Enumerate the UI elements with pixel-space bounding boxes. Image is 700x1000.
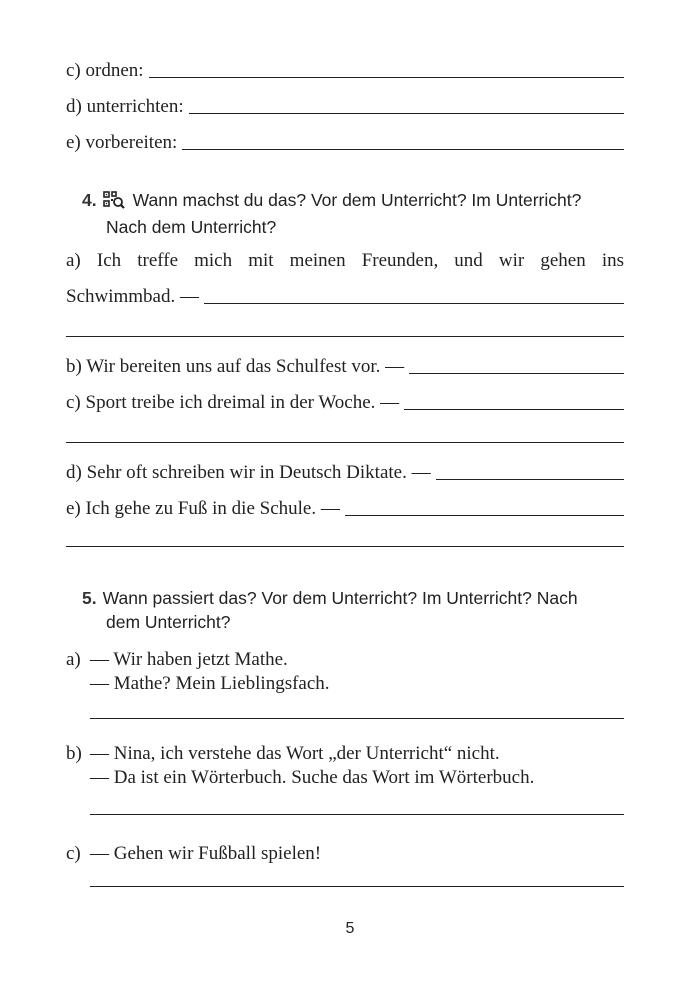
ex4-item-d-text: d) Sehr oft schreiben wir in Deutsch Diktate. — — [66, 462, 431, 483]
answer-line[interactable] — [90, 814, 624, 815]
ex3-item-d-text: d) unterrichten: — [66, 96, 184, 117]
page-number: 5 — [345, 920, 355, 937]
answer-line[interactable] — [409, 373, 624, 374]
ex5-question-line1: Wann passiert das? Vor dem Unterricht? Im Unterricht? Nach — [102, 588, 578, 608]
answer-line[interactable] — [90, 886, 624, 887]
answer-line[interactable] — [404, 409, 624, 410]
ex3-item-c-text: c) ordnen: — [66, 60, 144, 81]
answer-line[interactable] — [345, 515, 624, 516]
ex3-item-e — [66, 132, 624, 154]
answer-line[interactable] — [66, 336, 624, 337]
ex5-a-line1: — Wir haben jetzt Mathe. — [90, 649, 288, 670]
answer-line[interactable] — [436, 479, 624, 480]
ex5-label-a: a) — [66, 649, 81, 670]
ex4-item-b — [66, 356, 624, 378]
ex3-item-c — [66, 60, 624, 82]
answer-line[interactable] — [90, 718, 624, 719]
qr-search-icon — [103, 191, 125, 215]
ex3-item-e-text: e) vorbereiten: — [66, 132, 178, 153]
ex4-item-a-line1: a) Ich treffe mich mit meinen Freunden, und wir gehen ins — [66, 250, 624, 271]
ex4-item-d — [66, 462, 624, 484]
ex5-dialog-c — [66, 842, 321, 866]
ex4-item-e — [66, 498, 624, 520]
ex5-c-line1: — Gehen wir Fußball spielen! — [90, 843, 322, 864]
ex4-item-a — [66, 286, 624, 308]
answer-line[interactable] — [204, 303, 624, 304]
answer-line[interactable] — [66, 442, 624, 443]
ex4-item-c — [66, 392, 624, 414]
answer-line[interactable] — [149, 77, 624, 78]
ex5-number: 5. — [82, 588, 97, 608]
ex5-dialog-b — [66, 742, 534, 790]
ex3-item-d — [66, 96, 624, 118]
ex4-question-line2: Nach dem Unterricht? — [106, 217, 277, 237]
ex4-item-c-text: c) Sport treibe ich dreimal in der Woche. — — [66, 392, 400, 413]
ex5-instruction — [82, 586, 634, 634]
ex4-question-line1: Wann machst du das? Vor dem Unterricht? Im Unterricht? — [132, 190, 582, 210]
answer-line[interactable] — [182, 149, 624, 150]
ex5-a-line2: — Mathe? Mein Lieblingsfach. — [90, 673, 330, 694]
ex4-item-e-text: e) Ich gehe zu Fuß in die Schule. — — [66, 498, 340, 519]
ex4-item-b-text: b) Wir bereiten uns auf das Schulfest vor. — — [66, 356, 405, 377]
ex5-label-c: c) — [66, 843, 81, 864]
ex4-number: 4. — [82, 190, 97, 210]
ex5-label-b: b) — [66, 743, 82, 764]
ex4-instruction — [82, 188, 634, 239]
ex5-dialog-a — [66, 648, 330, 696]
answer-line[interactable] — [66, 546, 624, 547]
ex5-question-line2: dem Unterricht? — [106, 612, 231, 632]
ex5-b-line2: — Da ist ein Wörterbuch. Suche das Wort im Wörterbuch. — [90, 767, 535, 788]
ex4-item-a-line2: Schwimmbad. — — [66, 286, 199, 307]
answer-line[interactable] — [189, 113, 624, 114]
ex5-b-line1: — Nina, ich verstehe das Wort „der Unterricht“ nicht. — [90, 743, 500, 764]
